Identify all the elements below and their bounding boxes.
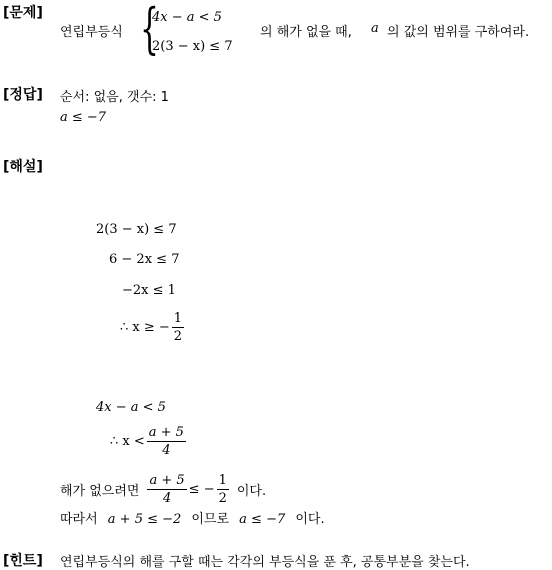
problem-suffix-b: 의 값의 범위를 구하여라. bbox=[387, 25, 530, 40]
step2-fraction bbox=[147, 425, 186, 458]
condition-fraction-2-numerator: 1 bbox=[218, 473, 227, 488]
step2-line1: 4x − a < 5 bbox=[96, 400, 166, 415]
final-math-1: a + 5 ≤ −2 bbox=[107, 512, 182, 527]
step2-fraction-numerator: a + 5 bbox=[148, 425, 184, 440]
step1-fraction-numerator: 1 bbox=[173, 311, 183, 326]
condition-suffix: 이다. bbox=[236, 484, 267, 499]
condition-prefix: 해가 없으려면 bbox=[60, 484, 140, 499]
step1-line4 bbox=[120, 311, 186, 344]
answer-order-line: 순서: 없음, 갯수: 1 bbox=[60, 90, 169, 105]
final-line bbox=[60, 508, 325, 527]
condition-fraction-2 bbox=[217, 473, 229, 506]
condition-fraction bbox=[147, 473, 186, 506]
final-math-2: a ≤ −7 bbox=[239, 512, 286, 527]
step1-fraction-denominator: 2 bbox=[173, 329, 183, 344]
condition-fraction-2-denominator: 2 bbox=[218, 491, 227, 506]
step1-line2: 6 − 2x ≤ 7 bbox=[109, 252, 180, 267]
answer-tag: [정답] bbox=[3, 87, 43, 103]
condition-line bbox=[60, 473, 266, 506]
step1-fraction bbox=[172, 311, 184, 344]
final-mid: 이므로 bbox=[191, 512, 230, 527]
system-brace: { bbox=[140, 0, 159, 60]
explanation-tag: [해설] bbox=[3, 159, 43, 175]
problem-tag: [문제] bbox=[3, 5, 43, 21]
step2-line2-left: ∴ x < bbox=[110, 434, 145, 449]
condition-fraction-numerator: a + 5 bbox=[149, 473, 185, 488]
condition-fraction-denominator: 4 bbox=[162, 491, 172, 506]
problem-prefix: 연립부등식 bbox=[60, 25, 123, 40]
final-suffix: 이다. bbox=[295, 512, 325, 527]
step1-line4-left: ∴ x ≥ − bbox=[120, 320, 170, 335]
step2-fraction-denominator: 4 bbox=[162, 443, 171, 458]
final-prefix: 따라서 bbox=[60, 512, 98, 527]
step2-line2 bbox=[110, 425, 188, 458]
problem-suffix-a: 의 해가 없을 때, bbox=[260, 25, 352, 40]
inequality-2: 2(3 − x) ≤ 7 bbox=[152, 39, 233, 54]
condition-relation: ≤ − bbox=[188, 482, 215, 497]
inequality-1: 4x − a < 5 bbox=[152, 10, 222, 25]
answer-value: a ≤ −7 bbox=[60, 110, 107, 125]
step1-line1: 2(3 − x) ≤ 7 bbox=[96, 222, 177, 237]
hint-tag: [힌트] bbox=[3, 553, 43, 569]
hint-text: 연립부등식의 해를 구할 때는 각각의 부등식을 푼 후, 공통부분을 찾는다. bbox=[60, 555, 470, 570]
problem-var-a: a bbox=[371, 21, 379, 36]
step1-line3: −2x ≤ 1 bbox=[122, 283, 176, 298]
